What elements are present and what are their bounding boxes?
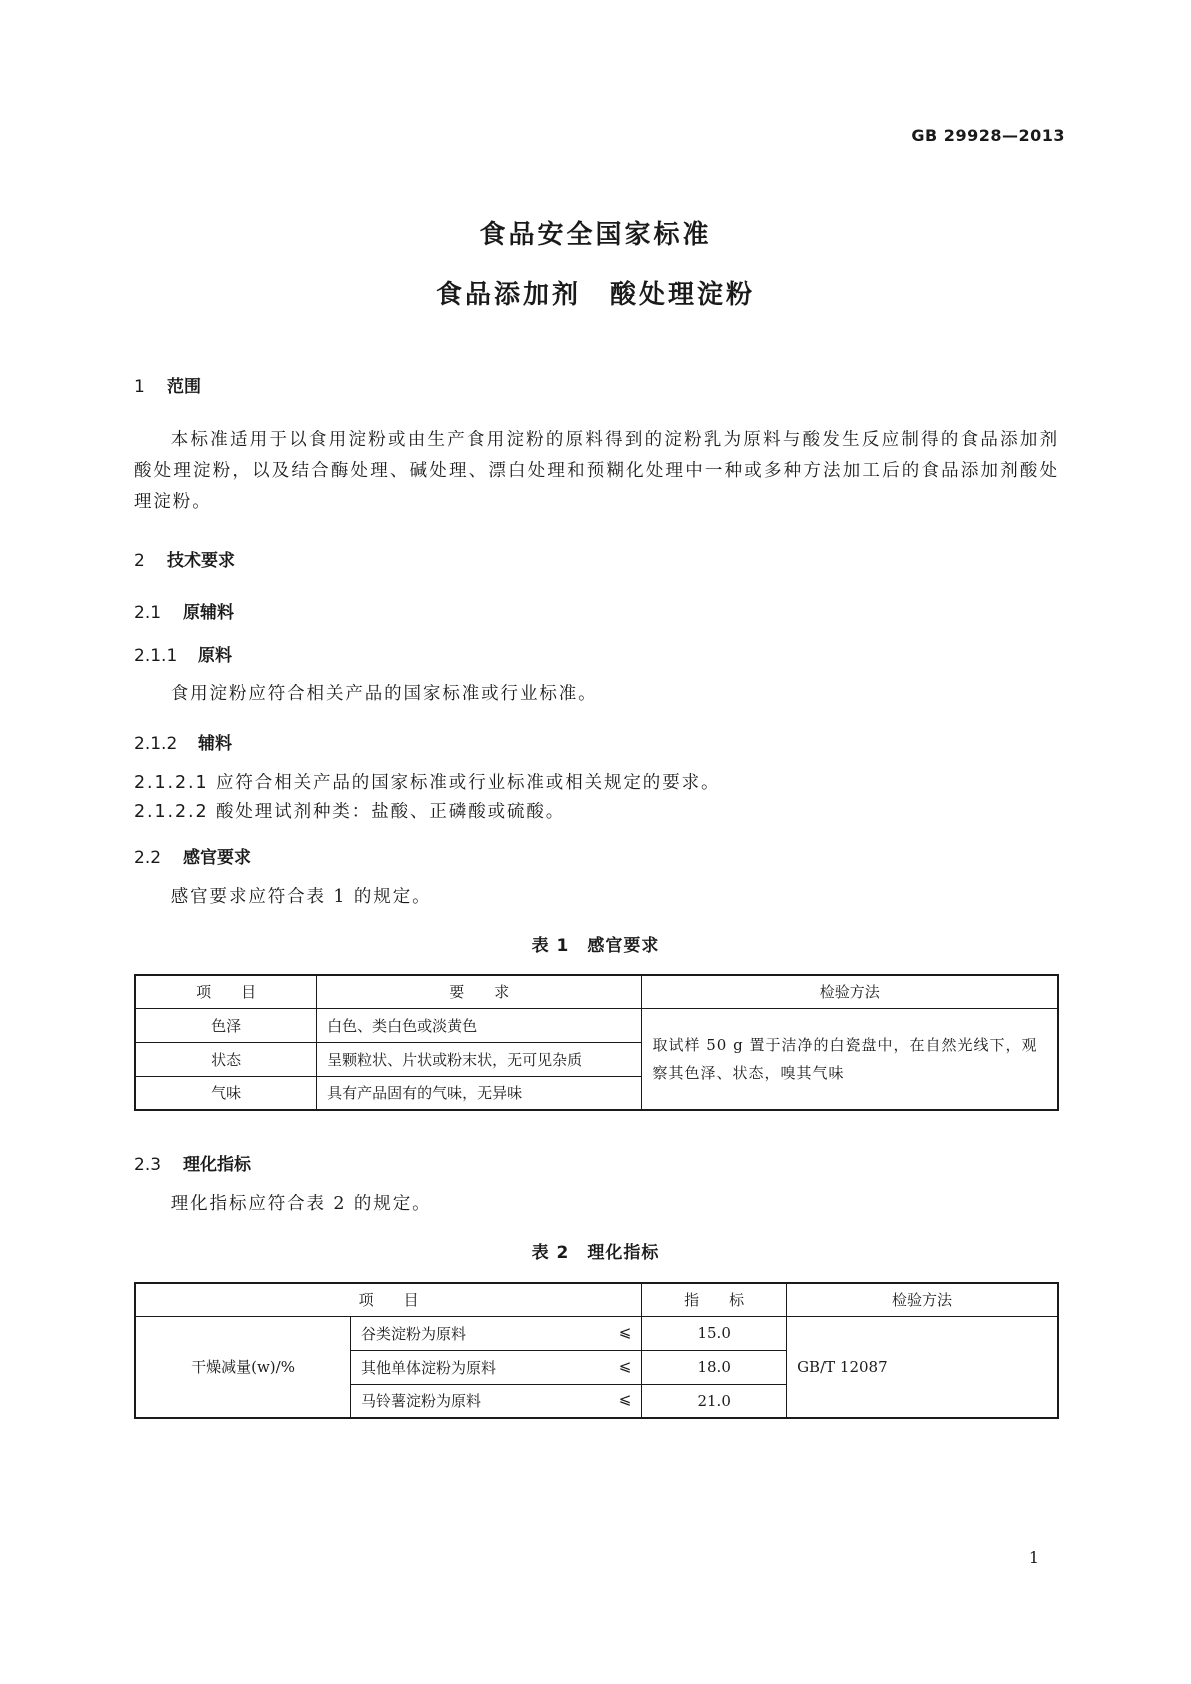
cell-item: 色泽 bbox=[135, 1008, 317, 1042]
cell-subitem bbox=[351, 1384, 642, 1418]
cell-subitem bbox=[351, 1350, 642, 1384]
section-2-1-1-heading bbox=[134, 641, 232, 666]
header-value: 指 标 bbox=[642, 1283, 787, 1316]
standard-code: GB 29928—2013 bbox=[911, 126, 1065, 145]
table-row bbox=[135, 1316, 1058, 1350]
header-item: 项 目 bbox=[135, 975, 317, 1008]
section-number: 2.1.2 bbox=[134, 734, 178, 754]
table-1 bbox=[134, 974, 1059, 1111]
subitem-label: 马铃薯淀粉为原料 bbox=[361, 1392, 482, 1411]
section-title: 技术要求 bbox=[167, 551, 235, 571]
cell-method: GB/T 12087 bbox=[787, 1316, 1058, 1418]
table-2 bbox=[134, 1282, 1059, 1419]
leq-symbol: ⩽ bbox=[618, 1356, 632, 1375]
header-method: 检验方法 bbox=[642, 975, 1058, 1008]
table-1-caption: 表 1 感官要求 bbox=[531, 936, 660, 956]
cell-item: 气味 bbox=[135, 1076, 317, 1110]
title-line-1: 食品安全国家标准 bbox=[479, 220, 712, 250]
header-method: 检验方法 bbox=[787, 1283, 1058, 1316]
clause-2-1-2-1 bbox=[134, 768, 1059, 799]
clause-text: 酸处理试剂种类：盐酸、正磷酸或硫酸。 bbox=[216, 802, 566, 822]
cell-value: 15.0 bbox=[642, 1316, 787, 1350]
section-number: 2.1 bbox=[134, 603, 162, 623]
table-header-row bbox=[135, 1283, 1058, 1316]
title-line-2: 食品添加剂 酸处理淀粉 bbox=[435, 280, 755, 310]
section-2-1-heading bbox=[134, 598, 234, 623]
leq-symbol: ⩽ bbox=[618, 1322, 632, 1341]
section-1-heading bbox=[134, 372, 201, 397]
section-title: 辅料 bbox=[198, 734, 232, 754]
section-title: 范围 bbox=[167, 377, 201, 397]
page-number: 1 bbox=[1028, 1548, 1039, 1567]
cell-group: 干燥减量(w)/% bbox=[135, 1316, 351, 1418]
section-2-3-paragraph: 理化指标应符合表 2 的规定。 bbox=[170, 1194, 432, 1214]
section-2-2-paragraph: 感官要求应符合表 1 的规定。 bbox=[170, 887, 432, 907]
subitem-label: 其他单体淀粉为原料 bbox=[361, 1358, 497, 1377]
section-title: 感官要求 bbox=[183, 848, 251, 868]
clause-2-1-2-2 bbox=[134, 797, 1059, 828]
section-number: 2.1.1 bbox=[134, 646, 178, 666]
table-header-row bbox=[135, 975, 1058, 1008]
section-title: 原料 bbox=[198, 646, 232, 666]
section-1-paragraph: 本标准适用于以食用淀粉或由生产食用淀粉的原料得到的淀粉乳为原料与酸发生反应制得的食品添加剂酸处理淀粉，以及结合酶处理、碱处理、漂白处理和预糊化处理中一种或多种方法加工后的食品添加剂酸处理淀粉。 bbox=[134, 430, 1059, 512]
section-number: 2.2 bbox=[134, 848, 162, 868]
section-2-3-heading bbox=[134, 1150, 251, 1175]
section-title: 原辅料 bbox=[183, 603, 234, 623]
cell-value: 18.0 bbox=[642, 1350, 787, 1384]
cell-requirement: 白色、类白色或淡黄色 bbox=[317, 1008, 642, 1042]
section-2-2-heading bbox=[134, 843, 251, 868]
cell-item: 状态 bbox=[135, 1042, 317, 1076]
section-title: 理化指标 bbox=[183, 1155, 251, 1175]
section-2-heading bbox=[134, 546, 235, 571]
section-number: 2.3 bbox=[134, 1155, 162, 1175]
section-number: 1 bbox=[134, 377, 145, 397]
leq-symbol: ⩽ bbox=[618, 1390, 632, 1409]
section-number: 2 bbox=[134, 551, 145, 571]
cell-value: 21.0 bbox=[642, 1384, 787, 1418]
section-2-1-2-heading bbox=[134, 729, 232, 754]
table-2-caption: 表 2 理化指标 bbox=[531, 1243, 660, 1263]
subitem-label: 谷类淀粉为原料 bbox=[361, 1324, 467, 1343]
clause-number: 2.1.2.2 bbox=[134, 802, 209, 822]
header-requirement: 要 求 bbox=[317, 975, 642, 1008]
cell-requirement: 呈颗粒状、片状或粉末状，无可见杂质 bbox=[317, 1042, 642, 1076]
header-item: 项 目 bbox=[135, 1283, 642, 1316]
clause-text: 应符合相关产品的国家标准或行业标准或相关规定的要求。 bbox=[216, 773, 721, 793]
cell-subitem bbox=[351, 1316, 642, 1350]
clause-number: 2.1.2.1 bbox=[134, 773, 209, 793]
section-2-1-1-paragraph: 食用淀粉应符合相关产品的国家标准或行业标准。 bbox=[170, 684, 598, 704]
table-row bbox=[135, 1008, 1058, 1042]
cell-requirement: 具有产品固有的气味，无异味 bbox=[317, 1076, 642, 1110]
cell-method: 取试样 50 g 置于洁净的白瓷盘中，在自然光线下，观察其色泽、状态，嗅其气味 bbox=[642, 1008, 1058, 1110]
